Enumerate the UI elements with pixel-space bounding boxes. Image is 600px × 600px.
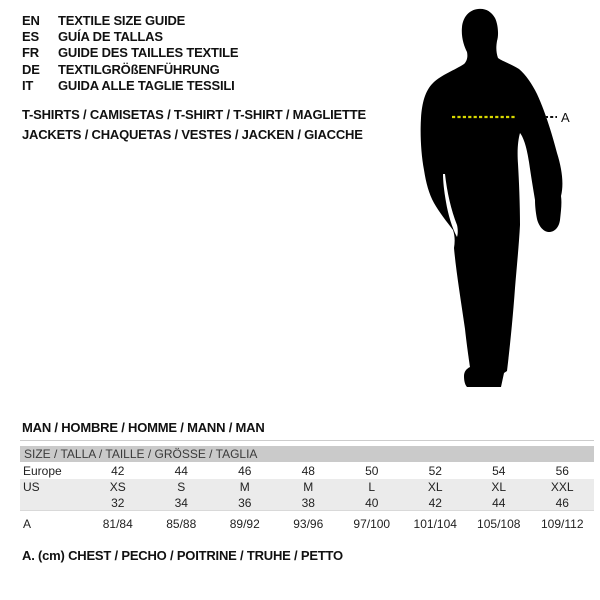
size-table [20, 440, 594, 534]
table-cell: 50 [365, 463, 379, 478]
table-cell: 109/112 [541, 517, 584, 531]
size-table-header: SIZE / TALLA / TAILLE / GRÖSSE / TAGLIA [20, 446, 594, 462]
table-cell: 42 [428, 495, 442, 510]
category-line-tshirts: T-SHIRTS / CAMISETAS / T-SHIRT / T-SHIRT / MAGLIETTE [22, 107, 366, 122]
table-cell: S [177, 480, 186, 494]
table-row-us [20, 479, 594, 495]
language-code: FR [22, 45, 39, 61]
table-cell: XL [427, 480, 443, 494]
table-cell: M [303, 480, 314, 494]
language-label: GUIDA ALLE TAGLIE TESSILI [58, 78, 235, 94]
table-cell: 34 [174, 495, 188, 510]
row-label: Europe [23, 463, 62, 478]
table-cell: 101/104 [413, 517, 457, 531]
table-cell: 32 [111, 495, 125, 510]
language-label: TEXTILGRÖßENFÜHRUNG [58, 61, 220, 77]
footnote-chest: A. (cm) CHEST / PECHO / POITRINE / TRUHE / PETTO [22, 548, 343, 563]
table-cell: XS [109, 480, 126, 494]
man-silhouette [421, 9, 563, 387]
figure-illustration [408, 6, 578, 390]
language-list [22, 12, 238, 94]
table-row-europe [20, 462, 594, 479]
category-lines [22, 105, 366, 144]
language-code: ES [22, 29, 39, 45]
language-row [22, 61, 238, 77]
table-cell: 42 [111, 463, 125, 478]
language-label: TEXTILE SIZE GUIDE [58, 12, 186, 28]
table-cell: M [239, 480, 250, 494]
table-row-chest-a [20, 511, 594, 534]
table-cell: XL [491, 480, 507, 494]
category-line-jackets: JACKETS / CHAQUETAS / VESTES / JACKEN / GIACCHE [22, 126, 363, 142]
table-cell: XXL [550, 480, 574, 494]
table-cell: 56 [555, 463, 569, 478]
table-cell: L [368, 480, 376, 494]
language-label: GUÍA DE TALLAS [58, 29, 163, 45]
table-cell: 85/88 [166, 517, 197, 531]
table-cell: 46 [555, 495, 569, 510]
table-cell: 36 [238, 495, 252, 510]
language-row [22, 12, 238, 28]
table-cell: 38 [301, 495, 315, 510]
language-label: GUIDE DES TAILLES TEXTILE [58, 45, 239, 61]
table-cell: 40 [365, 495, 379, 510]
table-cell: 46 [238, 463, 252, 478]
table-cell: 81/84 [102, 517, 133, 531]
language-row [22, 28, 238, 44]
table-row-alt-sizes [20, 495, 594, 511]
language-code: DE [22, 61, 40, 77]
table-cell: 93/96 [293, 517, 324, 531]
table-cell: 44 [174, 463, 188, 478]
language-code: IT [22, 78, 34, 94]
table-cell: 89/92 [229, 517, 260, 531]
row-label: US [23, 480, 40, 494]
table-cell: 54 [492, 463, 506, 478]
table-cell: 97/100 [353, 517, 391, 531]
table-cell: 44 [492, 495, 506, 510]
measure-label-a: A [561, 110, 570, 125]
table-top-divider [20, 440, 594, 441]
table-cell: 105/108 [477, 517, 521, 531]
language-row [22, 78, 238, 94]
row-label: A [23, 517, 32, 531]
table-cell: 52 [428, 463, 442, 478]
table-cell: 48 [301, 463, 315, 478]
language-code: EN [22, 12, 40, 28]
language-row [22, 45, 238, 61]
man-silhouette-icon [408, 6, 578, 390]
section-title-man: MAN / HOMBRE / HOMME / MANN / MAN [22, 420, 265, 435]
